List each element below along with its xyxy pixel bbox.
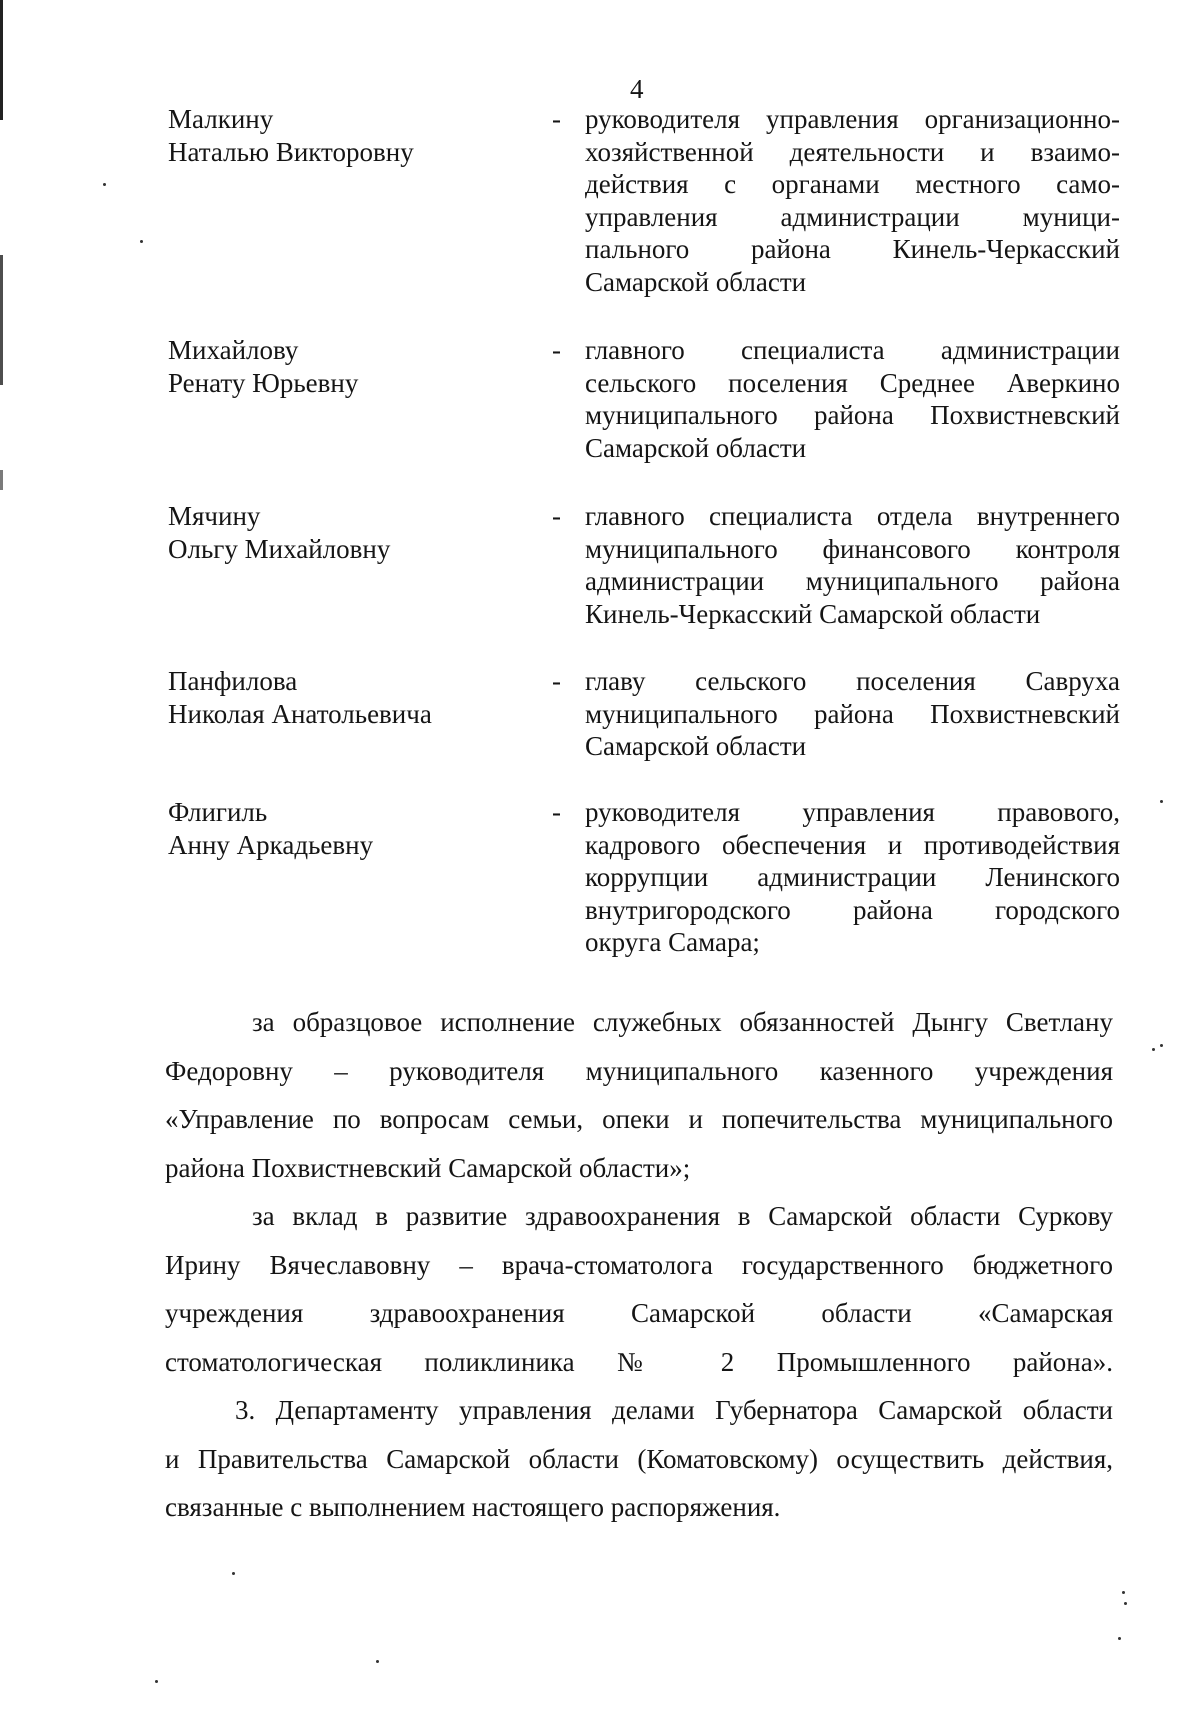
position-line: Самарской области: [585, 432, 807, 463]
appointee-name-line: Панфилова: [168, 666, 298, 696]
position-line: главного специалиста администрации: [585, 335, 1120, 365]
instruction-paragraph: [165, 1386, 1113, 1532]
appointee-position: [585, 500, 1120, 630]
position-line: внутригородского района городского: [585, 894, 1120, 925]
appointee-name: [168, 334, 548, 399]
appointee-name-line: Ренату Юрьевну: [168, 367, 359, 398]
position-line: хозяйственной деятельности и взаимо-: [585, 136, 1120, 167]
scan-speck: [1122, 1591, 1125, 1594]
position-line: Кинель-Черкасский Самарской области: [585, 598, 1041, 629]
paragraph-line: учреждения здравоохранения Самарской области «Самарская: [165, 1298, 1113, 1328]
award-paragraph: [165, 998, 1113, 1192]
appointee-name-line: Николая Анатольевича: [168, 698, 432, 729]
appointee-name-line: Малкину: [168, 104, 274, 134]
position-line: руководителя управления организационно-: [585, 104, 1120, 134]
scan-edge-mark: [0, 0, 3, 120]
paragraph-line: района Похвистневский Самарской области»;: [165, 1152, 691, 1183]
paragraph-line: за вклад в развитие здравоохранения в Самарской области Суркову: [252, 1201, 1113, 1231]
appointee-name: [168, 500, 548, 565]
entry-dash: -: [552, 104, 561, 134]
position-line: муниципального района Похвистневский: [585, 400, 1120, 430]
entry-dash: -: [552, 666, 561, 696]
position-line: администрации муниципального района: [585, 566, 1120, 596]
page-number: 4: [630, 74, 644, 104]
appointee-name: [168, 796, 548, 861]
scan-speck: [1152, 1048, 1155, 1051]
position-line: управления администрации муници-: [585, 201, 1120, 232]
position-line: руководителя управления правового,: [585, 797, 1120, 827]
award-paragraph: [165, 1192, 1113, 1386]
position-line: главу сельского поселения Савруха: [585, 666, 1120, 696]
paragraph-line: 3. Департаменту управления делами Губернатора Самарской области: [235, 1395, 1113, 1425]
appointee-position: [585, 665, 1120, 763]
position-line: сельского поселения Среднее Аверкино: [585, 367, 1120, 398]
scan-speck: [1160, 1044, 1163, 1047]
paragraph-line: и Правительства Самарской области (Коматовскому) осуществить действия,: [165, 1443, 1113, 1474]
position-line: кадрового обеспечения и противодействия: [585, 829, 1120, 860]
entry-dash: -: [552, 797, 561, 827]
position-line: коррупции администрации Ленинского: [585, 862, 1120, 892]
position-line: пального района Кинель-Черкасский: [585, 234, 1120, 264]
scan-speck: [1124, 1602, 1127, 1605]
entry-dash: -: [552, 501, 561, 531]
paragraph-line: за образцовое исполнение служебных обязанностей Дынгу Светлану: [252, 1007, 1113, 1037]
appointee-name-line: Анну Аркадьевну: [168, 829, 374, 860]
appointee-name-line: Флигиль: [168, 797, 268, 827]
position-line: муниципального района Похвистневский: [585, 698, 1120, 729]
position-line: главного специалиста отдела внутреннего: [585, 501, 1120, 531]
position-line: действия с органами местного само-: [585, 169, 1120, 199]
entry-dash: -: [552, 335, 561, 365]
appointee-position: [585, 334, 1120, 464]
scan-speck: [376, 1660, 379, 1663]
scan-edge-mark: [0, 470, 3, 490]
position-line: округа Самара;: [585, 927, 760, 957]
scan-edge-mark: [0, 255, 3, 385]
paragraph-line: стоматологическая поликлиника № 2 Промышленного района».: [165, 1346, 1113, 1377]
paragraph-line: связанные с выполнением настоящего распоряжения.: [165, 1492, 781, 1522]
scan-speck: [155, 1680, 158, 1683]
appointee-position: [585, 103, 1120, 298]
scan-speck: [140, 240, 143, 243]
appointee-name-line: Ольгу Михайловну: [168, 533, 391, 564]
appointee-name: [168, 665, 548, 730]
scan-speck: [1118, 1637, 1121, 1640]
position-line: Самарской области: [585, 731, 807, 761]
paragraph-line: Ирину Вячеславовну – врача-стоматолога государственного бюджетного: [165, 1249, 1113, 1280]
appointee-name: [168, 103, 548, 168]
position-line: Самарской области: [585, 266, 807, 297]
paragraph-line: «Управление по вопросам семьи, опеки и попечительства муниципального: [165, 1104, 1113, 1134]
appointee-position: [585, 796, 1120, 959]
appointee-name-line: Михайлову: [168, 335, 299, 365]
scan-speck: [1160, 800, 1163, 803]
scan-speck: [232, 1572, 235, 1575]
appointee-name-line: Наталью Викторовну: [168, 136, 414, 167]
appointee-name-line: Мячину: [168, 501, 261, 531]
paragraph-line: Федоровну – руководителя муниципального казенного учреждения: [165, 1055, 1113, 1086]
scan-speck: [103, 183, 106, 186]
position-line: муниципального финансового контроля: [585, 533, 1120, 564]
